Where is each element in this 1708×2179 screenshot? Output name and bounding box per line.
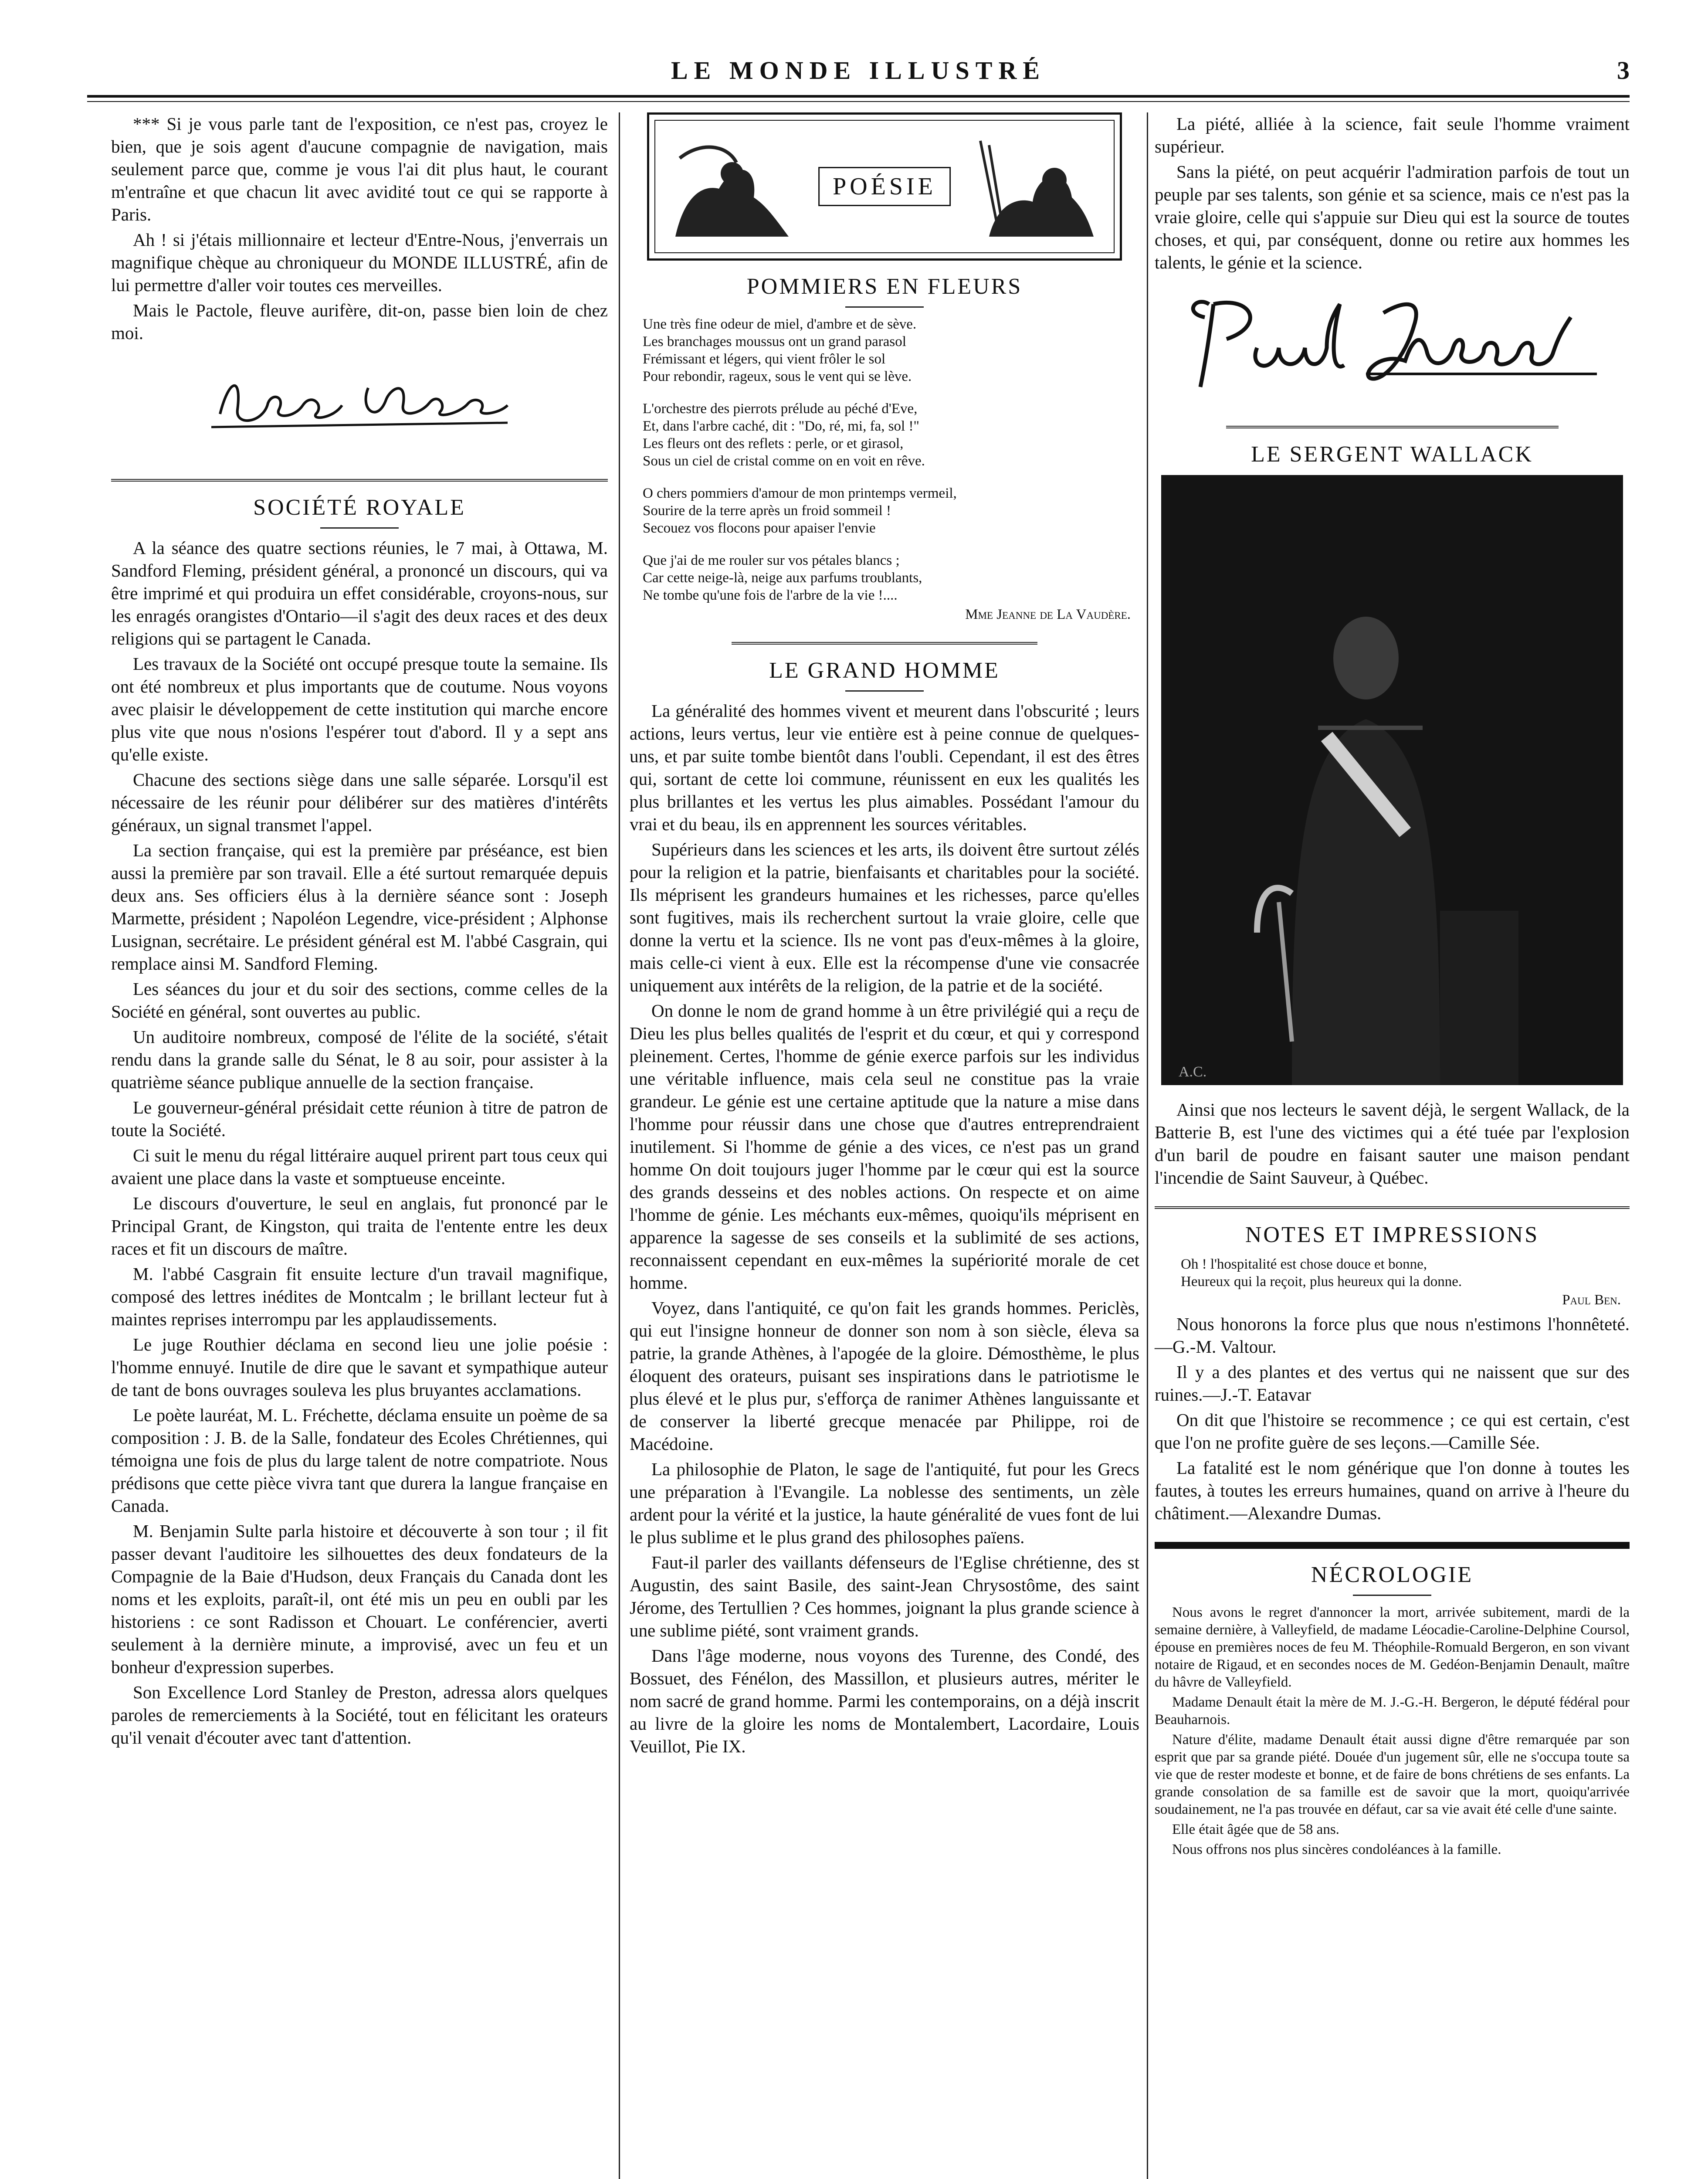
paragraph: Le gouverneur-général présidait cette réunion à titre de patron de toute la Société. [111,1097,608,1140]
paragraph: M. Benjamin Sulte parla histoire et découverte à son tour ; il fit passer devant l'auditoire les silhouettes des deux fondateurs de la Compagnie de la Baie d'Hudson, deux Français du Canada dont les noms et les exploits, paraît-il, ont été mis un peu en oubli par les historiens : ce sont Radisson et Chouart. Le conférencier, averti seulement à la dernière minute, a improvisé, avec un feu et un bonheur d'expression superbes. [111,1521,608,1677]
paragraph: Nous honorons la force plus que nous n'estimons l'honnêteté.—G.-M. Valtour. [1155,1314,1630,1357]
poem-line: Secouez vos flocons pour apaiser l'envie [643,520,876,536]
section-divider-heavy [1155,1542,1630,1549]
paragraph: Ci suit le menu du régal littéraire auquel prirent part tous ceux qui avaient une place dans la vaste et somptueuse enceinte. [111,1145,608,1188]
paragraph: Mais le Pactole, fleuve aurifère, dit-on, passe bien loin de chez moi. [111,300,608,343]
handwritten-signature [203,362,516,436]
paragraph: Ah ! si j'étais millionnaire et lecteur d'Entre-Nous, j'enverrais un magnifique chèque au chroniqueur du MONDE ILLUSTRÉ, afin de lui permettre d'aller voir toutes ces merveilles. [111,230,608,295]
title-underline [845,306,924,308]
paragraph: Les travaux de la Société ont occupé presque toute la semaine. Ils ont été nombreux et plus importants que de coutume. Nous voyons avec plaisir le développement de cette institution qui marche encore plus vite que nous n'osions l'espérer tout d'abord. Il y a sept ans qu'elle existe. [111,654,608,764]
poem-heading [630,269,1139,308]
section-title: SOCIÉTÉ ROYALE [253,495,466,520]
paragraph: Le poète lauréat, M. L. Fréchette, déclama ensuite un poème de sa composition : J. B. de la Salle, fondateur des Ecoles Chrétiennes, qui témoigna une fois de plus du large talent de notre compatriote. Nous prédisons que cette pièce vivra tant que durera la langue française en Canada. [111,1405,608,1516]
soldier-portrait-image [1161,475,1623,1085]
paragraph: On dit que l'histoire se recommence ; ce qui est certain, c'est que l'on ne profite guère de ses leçons.—Camille Sée. [1155,1410,1630,1453]
necrologie-body [1155,1604,1630,1858]
section-heading-grand-homme [630,627,1139,692]
column-left [111,112,608,2179]
title-underline [845,690,924,692]
paragraph: Madame Denault était la mère de M. J.-G.-H. Bergeron, le député fédéral pour Beauharnois. [1155,1694,1630,1728]
poem-title: POMMIERS EN FLEURS [746,274,1023,299]
section-heading-notes [1155,1191,1630,1248]
photo-mark: A.C. [1179,1064,1207,1080]
paragraph: M. l'abbé Casgrain fit ensuite lecture d'un travail magnifique, composé des lettres inédites de Montcalm ; le brillant lecteur fut à maintes reprises interrompu par les applaudissements. [111,1264,608,1329]
poem-line: Sous un ciel de cristal comme on en voit en rêve. [643,453,925,469]
notes-quote-line: Oh ! l'hospitalité est chose douce et bonne, [1181,1256,1427,1272]
poem-line: O chers pommiers d'amour de mon printemps vermeil, [643,485,957,501]
paragraph: On donne le nom de grand homme à un être privilégié qui a reçu de Dieu les plus belles qualités de l'esprit et du cœur, et qui y correspond pleinement. Certes, l'homme de génie exerce parfois sur les individus une véritable influence, mais cela seul ne constitue pas la vraie grandeur. Le génie est une certaine aptitude que la nature a mise dans l'homme pour réussir dans une chose que d'autres entreprendraient inutilement. Si l'homme de génie a des vices, ce n'est pas un grand homme On doit toujours juger l'homme par le cœur qui est la source des grands desseins et des nobles actions. On respecte et on aime l'homme de génie. Les méchants eux-mêmes, quoiqu'ils méprisent en apparence la sagesse de ses conseils et la sublimité de ses actions, reconnaissent cependant en eux-mêmes la supériorité morale de cet homme. [630,1001,1139,1293]
section-title: NOTES ET IMPRESSIONS [1245,1222,1539,1247]
section-divider [111,479,608,482]
poem-line: Les fleurs ont des reflets : perle, or et girasol, [643,436,904,451]
paragraph: Un auditoire nombreux, composé de l'élite de la société, s'était rendu dans la grande salle du Sénat, le 8 au soir, pour assister à la quatrième séance publique annuelle de la section française. [111,1027,608,1092]
handwritten-signature [1179,287,1606,396]
paragraph: Sans la piété, on peut acquérir l'admiration parfois de tout un peuple par ses talents, son génie et sa science, mais ce n'est pas la vraie gloire, celle qui s'appuie sur Dieu qui est la source de toutes choses, et qui, par conséquent, donne ou retire aux hommes les talents, le génie et la science. [1155,162,1630,272]
poem-line: Et, dans l'arbre caché, dit : "Do, ré, mi, fa, sol !" [643,418,919,434]
signature-paul-durand [1155,287,1630,398]
paragraph: Faut-il parler des vaillants défenseurs de l'Eglise chrétienne, des st Augustin, des saint Basile, des saint-Jean Chrysostôme, des saint Jérome, des Tertullien ? Ces hommes, joignant la plus grande science à une sublime piété, sont vraiment grands. [630,1552,1139,1640]
notes-quote-author: Paul Ben. [1562,1292,1621,1308]
paragraph: Le juge Routhier déclama en second lieu une jolie poésie : l'homme ennuyé. Inutile de dire que le savant et sympathique auteur de tant de bons ouvrages souleva les plus bruyantes acclamations. [111,1334,608,1400]
section-title: LE GRAND HOMME [769,658,1000,683]
column-divider [619,112,620,2179]
paragraph: A la séance des quatre sections réunies, le 7 mai, à Ottawa, M. Sandford Fleming, président général, a prononcé un discours, qui va être imprimé et qui produira un effet considérable, croyons-nous, sur les enragés orangistes d'Ontario—il s'agit des deux races et des deux religions qui se partagent le Canada. [111,538,608,648]
signature-leon [111,362,608,438]
paragraph: La fatalité est le nom générique que l'on donne à toutes les fautes, à toutes les erreurs humaines, quand on arrive à l'heure du châtiment.—Alexandre Dumas. [1155,1458,1630,1523]
paragraph: Dans l'âge moderne, nous voyons des Turenne, des Condé, des Bossuet, des Fénélon, des Massillon, et plusieurs autres, mériter le nom sacré de grand homme. Parmi les contemporains, on a déjà inscrit au livre de la gloire les noms de Montalembert, Lacordaire, Louis Veuillot, Pie IX. [630,1646,1139,1756]
paragraph: Nature d'élite, madame Denault était aussi digne d'être remarquée par son esprit que par sa grande piété. Douée d'un jugement sûr, elle ne s'occupa toute sa vie que de rester modeste et bonne, et de faire de bons chrétiens de ses enfants. La grande consolation de sa famille est de savoir que la mort, quoiqu'arrivée soudainement, ne l'a pas trouvée en défaut, car sa vie avait été celle d'une sainte. [1155,1732,1630,1817]
poem-author: Mme Jeanne de La Vaudère. [965,607,1131,622]
title-underline [1353,1595,1431,1596]
paragraph: Il y a des plantes et des vertus qui ne naissent que sur des ruines.—J.-T. Eatavar [1155,1362,1630,1405]
poem-stanza [643,485,1139,537]
paragraph: La philosophie de Platon, le sage de l'antiquité, fut pour les Grecs une préparation à l'Evangile. La noblesse des sentiments, un zèle ardent pour la vérité et la justice, la haute généralité de vues font de lui le plus sublime et le plus grand des philosophes païens. [630,1459,1139,1547]
paragraph: Son Excellence Lord Stanley de Preston, adressa alors quelques paroles de remerciements à la Société, tout en félicitant les orateurs qu'il venait d'écouter avec tant d'attention. [111,1682,608,1748]
paragraph: Voyez, dans l'antiquité, ce qu'on fait les grands hommes. Periclès, qui eut l'insigne honneur de donner son nom à son siècle, éleva sa patrie, la grande Athènes, à l'apogée de la gloire. Démosthème, le plus éloquent des orateurs, puisant ses inspirations dans le patriotisme le plus élevé et le plus pur, s'efforça de ranimer Athènes languissante et de conserver la liberté grecque menacée par Philippe, roi de Macédoine. [630,1298,1139,1454]
column-right [1155,112,1630,2179]
cherub-illustration-icon [972,132,1102,241]
paragraph: La généralité des hommes vivent et meurent dans l'obscurité ; leurs actions, leurs vertus, leur vie entière est à peine connue de quelques-uns, et par suite tombe bientôt dans l'oubli. Cependant, il est des êtres qui, sortant de cette loi commune, réunissent en eux les qualités les plus brillantes et les vertus les plus aimables. Possédant l'amour du vrai et du beau, ils en apprennent les sources véritables. [630,701,1139,834]
poem-line: Frémissant et légers, qui vient frôler le sol [643,351,886,367]
section-divider [1155,1206,1630,1209]
page-header [87,56,1630,85]
poem-line: Ne tombe qu'une fois de l'arbre de la vie !.... [643,587,898,603]
section-title: NÉCROLOGIE [1311,1562,1474,1587]
paragraph: Nous avons le regret d'annoncer la mort, arrivée subitement, mardi de la semaine dernière, à Valleyfield, de madame Léocadie-Caroline-Delphine Coursol, épouse en premières noces de feu M. Théophile-Romuald Bergeron, en son vivant notaire de Rigaud, et en secondes noces de M. Gedéon-Benjamin Denault, maître du hâvre de Valleyfield. [1155,1605,1630,1690]
poem-stanza [643,552,1139,604]
photo-caption: Ainsi que nos lecteurs le savent déjà, le sergent Wallack, de la Batterie B, est l'une des victimes qui a été tuée par l'explosion d'un baril de poudre en faisant sauter une maison pendant l'incendie de Saint Sauveur, à Québec. [1155,1100,1630,1188]
section-heading-sergent [1155,411,1630,467]
poem-line: Que j'ai de me rouler sur vos pétales blancs ; [643,553,900,568]
poesie-banner [647,112,1122,261]
poem-line: Pour rebondir, rageux, sous le vent qui se lève. [643,369,912,384]
section-heading-necrologie [1155,1553,1630,1596]
paragraph: Elle était âgée que de 58 ans. [1172,1822,1339,1837]
paragraph: Nous offrons nos plus sincères condoléances à la famille. [1172,1842,1501,1857]
header-rule-thin [87,101,1630,102]
paragraph: Chacune des sections siège dans une salle séparée. Lorsqu'il est nécessaire de les réunir pour délibérer sur des matières d'intérêts généraux, un signal transmet l'appel. [111,770,608,835]
paragraph: La piété, alliée à la science, fait seule l'homme vraiment supérieur. [1155,114,1630,156]
poem-line: L'orchestre des pierrots prélude au péché d'Eve, [643,401,918,417]
poem-line: Les branchages moussus ont un grand parasol [643,334,906,350]
column-middle [630,112,1139,2179]
poesie-label: POÉSIE [818,167,951,206]
paragraph: *** Si je vous parle tant de l'exposition, ce n'est pas, croyez le bien, que je sois agent d'aucune compagnie de navigation, mais seulement parce que, comme je vous l'ai dit plus haut, le courant m'entraîne et que chacun lit avec avidité tout ce qui se rapporte à Paris. [111,114,608,224]
paragraph: Les séances du jour et du soir des sections, comme celles de la Société en général, sont ouvertes au public. [111,979,608,1022]
title-underline [320,527,399,529]
page-number: 3 [1617,56,1630,85]
paragraph: Le discours d'ouverture, le seul en anglais, fut prononcé par le Principal Grant, de Kingston, qui traita de l'entente entre les deux races et fit un discours de maître. [111,1193,608,1259]
section-title: LE SERGENT WALLACK [1251,442,1533,467]
section-heading-societe [111,464,608,529]
poem-stanza [643,400,1139,470]
masthead: LE MONDE ILLUSTRÉ [671,56,1046,85]
poem-line: Une très fine odeur de miel, d'ambre et de sève. [643,316,917,332]
portrait-photo [1161,475,1623,1085]
section-divider [1226,426,1559,428]
poem-stanza [643,316,1139,385]
column-divider [1147,112,1148,2179]
section-divider [732,642,1037,645]
paragraph: La section française, qui est la première par préséance, est bien aussi la première par son travail. Elle a été surtout remarquée depuis deux ans. Ses officiers élus à la dernière séance sont : Joseph Marmette, président ; Napoléon Legendre, vice-président ; Alphonse Lusignan, secrétaire. Le président général est M. l'abbé Casgrain, qui remplace ainsi M. Sandford Fleming. [111,840,608,974]
header-rule [87,95,1630,98]
poem-line: Car cette neige-là, neige aux parfums troublants, [643,570,922,586]
poem-line: Sourire de la terre après un froid sommeil ! [643,503,891,519]
paragraph: Supérieurs dans les sciences et les arts, ils doivent être surtout zélés pour la religion et la patrie, bienfaisants et charitables pour la société. Ils méprisent les grandeurs humaines et les richesses, parce qu'elles sont fugitives, mais ils recherchent surtout la vraie gloire, celle que donne la vertu et la science. Ils ne vont pas d'eux-mêmes à la gloire, mais celle-ci vient à eux. Elle est la récompense d'une vie consacrée uniquement aux intérêts de la religion, de la patrie et de la société. [630,839,1139,995]
muse-illustration-icon [667,132,797,241]
notes-quote-line: Heureux qui la reçoit, plus heureux qui la donne. [1181,1274,1462,1290]
